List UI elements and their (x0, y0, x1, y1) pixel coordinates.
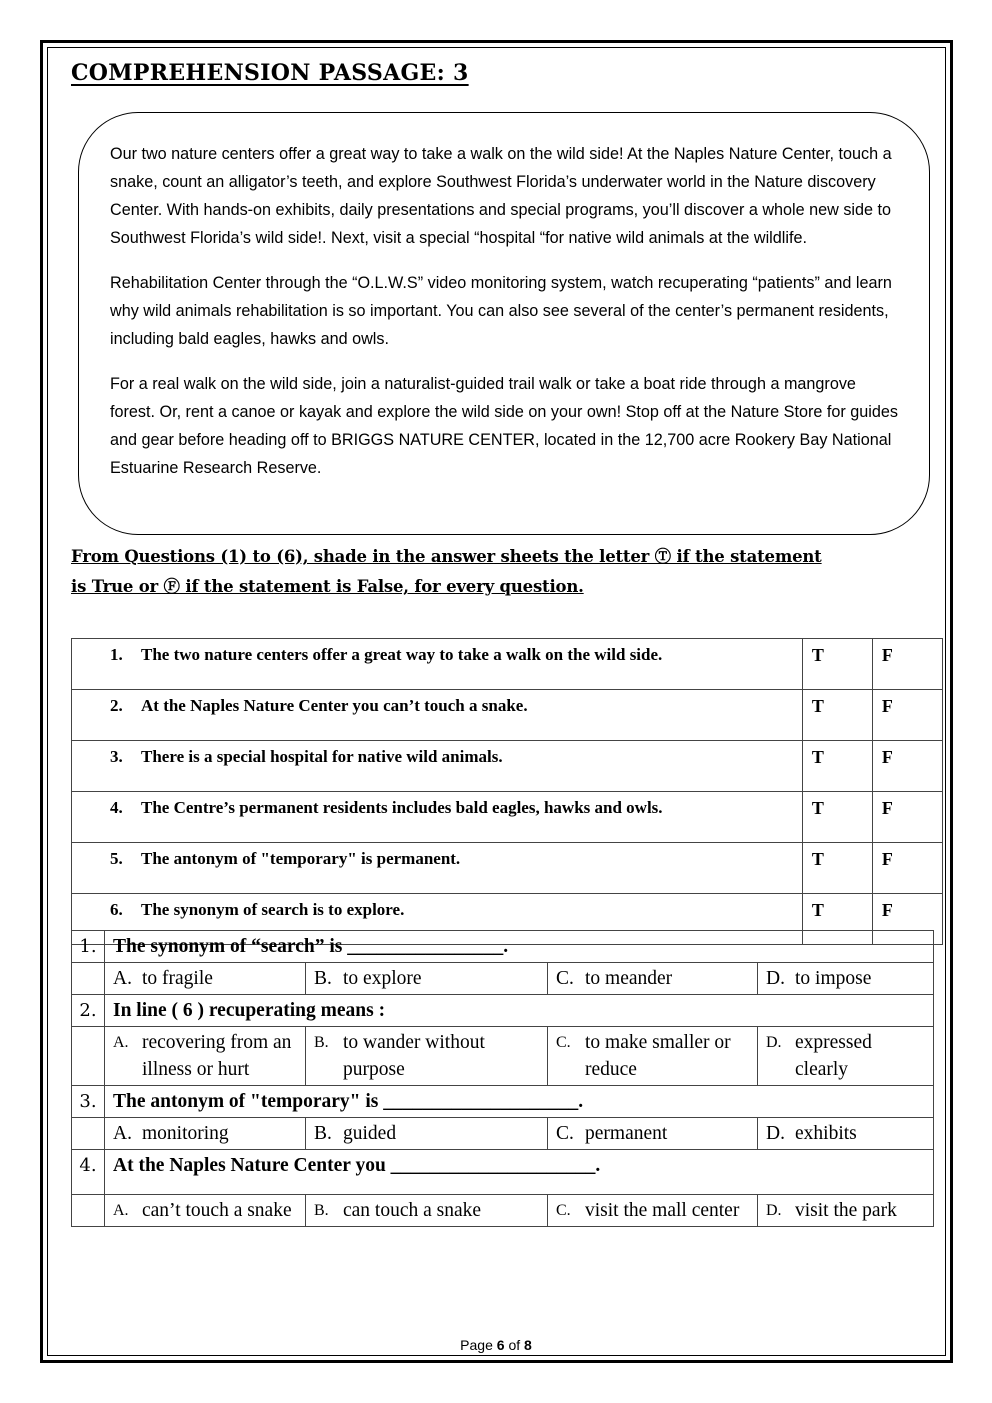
choice-c[interactable]: C. permanent (548, 1118, 758, 1150)
choices-row (72, 1027, 934, 1086)
instructions: From Questions (1) to (6), shade in the answer sheets the letter Ⓣ if the statement is True or Ⓕ if the statement is False, for every question. (71, 547, 822, 596)
choice-a[interactable]: A. monitoring (105, 1118, 306, 1150)
table-row (72, 741, 943, 792)
choices-row (72, 963, 934, 995)
question-text: In line ( 6 ) recuperating means : (105, 995, 934, 1027)
question-number: 2. (110, 696, 123, 715)
choice-d[interactable]: D. exhibits (758, 1118, 934, 1150)
choice-c[interactable]: C. to make smaller or reduce (548, 1027, 758, 1086)
statement-text: The Centre’s permanent residents includes bald eagles, hawks and owls. (141, 798, 663, 817)
false-option[interactable]: F (872, 741, 942, 792)
true-option[interactable]: T (802, 792, 872, 843)
true-option[interactable]: T (802, 843, 872, 894)
table-row (72, 639, 943, 690)
choice-c[interactable]: C. visit the mall center (548, 1195, 758, 1227)
choice-a[interactable]: A. recovering from an illness or hurt (105, 1027, 306, 1086)
table-row (72, 843, 943, 894)
question-number: 2. (72, 995, 105, 1027)
page-title: COMPREHENSION PASSAGE: 3 (71, 60, 469, 86)
false-option[interactable]: F (872, 690, 942, 741)
statement-text: There is a special hospital for native wild animals. (141, 747, 503, 766)
statement-text: At the Naples Nature Center you can’t touch a snake. (141, 696, 528, 715)
question-row (72, 1150, 934, 1195)
current-page: 6 (496, 1337, 505, 1353)
question-number: 4. (72, 1150, 105, 1195)
choice-a[interactable]: A. can’t touch a snake (105, 1195, 306, 1227)
choice-d[interactable]: D. to impose (758, 963, 934, 995)
choice-b[interactable]: B. to wander without purpose (306, 1027, 548, 1086)
page-footer: Page 6 of 8 (460, 1337, 532, 1353)
true-option[interactable]: T (802, 639, 872, 690)
question-number: 1. (110, 645, 123, 664)
question-text: The antonym of "temporary" is ____________________. (105, 1086, 934, 1118)
question-row (72, 1086, 934, 1118)
statement-text: The two nature centers offer a great way to take a walk on the wild side. (141, 645, 663, 664)
statement-text: The antonym of "temporary" is permanent. (141, 849, 461, 868)
question-number: 4. (110, 798, 123, 817)
question-row (72, 995, 934, 1027)
total-pages: 8 (524, 1337, 532, 1353)
choice-b[interactable]: B. guided (306, 1118, 548, 1150)
passage (110, 140, 900, 499)
question-number: 3. (72, 1086, 105, 1118)
false-option[interactable]: F (872, 894, 942, 945)
false-option[interactable]: F (872, 792, 942, 843)
question-text: At the Naples Nature Center you _____________________. (105, 1150, 934, 1195)
choice-c[interactable]: C. to meander (548, 963, 758, 995)
table-row (72, 792, 943, 843)
choice-b[interactable]: B. to explore (306, 963, 548, 995)
choice-d[interactable]: D. expressed clearly (758, 1027, 934, 1086)
true-false-table (71, 638, 943, 945)
true-option[interactable]: T (802, 690, 872, 741)
true-option[interactable]: T (802, 894, 872, 945)
choices-row (72, 1195, 934, 1227)
question-number: 1. (72, 931, 105, 963)
table-row (72, 690, 943, 741)
statement-text: The synonym of search is to explore. (141, 900, 405, 919)
question-number: 6. (110, 900, 123, 919)
passage-paragraph: For a real walk on the wild side, join a naturalist-guided trail walk or take a boat ride through a mangrove forest. Or, rent a canoe or kayak and explore the wild side on your own! Stop off at the Nature Store for guides and gear before heading off to BRIGGS NATURE CENTER, located in the 12,700 acre Rookery Bay National Estuarine Research Reserve. (110, 375, 898, 477)
choice-b[interactable]: B. can touch a snake (306, 1195, 548, 1227)
question-number: 5. (110, 849, 123, 868)
multiple-choice-table (71, 930, 934, 1227)
question-text: The synonym of “search” is ________________. (105, 931, 934, 963)
true-option[interactable]: T (802, 741, 872, 792)
passage-paragraph: Our two nature centers offer a great way to take a walk on the wild side! At the Naples Nature Center, touch a snake, count an alligator’s teeth, and explore Southwest Florida’s underwater world in the Nature discovery Center. With hands-on exhibits, daily presentations and special programs, you’ll discover a whole new side to Southwest Florida’s wild side!. Next, visit a special “hospital “for native wild animals at the wildlife. (110, 145, 892, 247)
choice-d[interactable]: D. visit the park (758, 1195, 934, 1227)
question-number: 3. (110, 747, 123, 766)
choice-a[interactable]: A. to fragile (105, 963, 306, 995)
passage-paragraph: Rehabilitation Center through the “O.L.W.S” video monitoring system, watch recuperating “patients” and learn why wild animals rehabilitation is so important. You can also see several of the center’s permanent residents, including bald eagles, hawks and owls. (110, 274, 892, 348)
choices-row (72, 1118, 934, 1150)
false-option[interactable]: F (872, 843, 942, 894)
question-row (72, 931, 934, 963)
false-option[interactable]: F (872, 639, 942, 690)
